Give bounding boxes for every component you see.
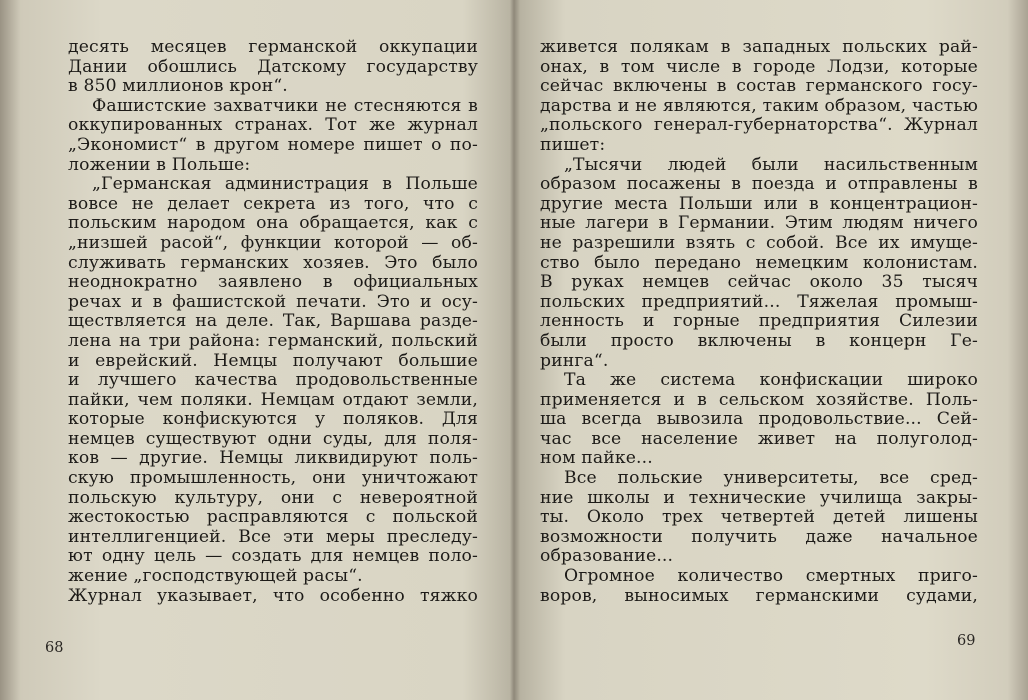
text-line: ков — другие. Немцы ликвидируют поль-	[68, 448, 478, 469]
text-line: „Германская администрация в Польше	[92, 174, 478, 195]
text-line: служивать германских хозяев. Это было	[68, 252, 478, 273]
text-line: жение „господствующей расы“.	[68, 566, 363, 587]
page-number-right: 69	[957, 633, 976, 649]
text-line: другие места Польши или в концентрацион-	[540, 193, 978, 214]
text-line: „низшей расой“, функции которой — об-	[68, 232, 478, 253]
text-line: „польского генерал-губернаторства“. Журнал	[540, 115, 978, 136]
text-line: были просто включены в концерн Ге-	[540, 330, 978, 351]
text-line: скую промышленность, они уничтожают	[68, 468, 478, 489]
text-line: ют одну цель — создать для немцев поло-	[68, 546, 478, 567]
text-line: час все население живет на полуголод-	[540, 428, 978, 449]
text-line: дарства и не являются, таким образом, частью	[540, 95, 978, 116]
text-line: образом посажены в поезда и отправлены в	[540, 174, 978, 195]
text-line: „Тысячи людей были насильственным	[564, 154, 978, 175]
text-line: вовсе не делает секрета из того, что с	[68, 193, 478, 214]
text-line: ша всегда вывозила продовольствие... Сей-	[540, 409, 978, 430]
text-line: и еврейский. Немцы получают большие	[68, 350, 478, 371]
text-line: применяется и в сельском хозяйстве. Поль-	[540, 389, 978, 410]
page-number-left: 68	[45, 640, 64, 656]
text-line: польских предприятий... Тяжелая промыш-	[540, 291, 978, 312]
text-line: ние школы и технические училища закры-	[540, 487, 978, 508]
text-line: и лучшего качества продовольственные	[68, 370, 478, 391]
text-line: ные лагери в Германии. Этим людям ничего	[540, 213, 978, 234]
text-line: не разрешили взять с собой. Все их имуще-	[540, 232, 978, 253]
text-line: речах и в фашистской печати. Это и осу-	[68, 291, 478, 312]
text-line: неоднократно заявлено в официальных	[68, 272, 478, 293]
text-line: В руках немцев сейчас около 35 тысяч	[540, 272, 978, 293]
text-line: Журнал указывает, что особенно тяжко	[68, 585, 478, 606]
text-line: воров, выносимых германскими судами,	[540, 585, 978, 606]
text-line: онах, в том числе в городе Лодзи, которые	[540, 56, 978, 77]
text-line: „Экономист“ в другом номере пишет о по-	[68, 134, 478, 155]
text-line: ты. Около трех четвертей детей лишены	[540, 507, 978, 528]
text-line: ложении в Польше:	[68, 154, 251, 175]
text-line: Фашистские захватчики не стесняются в	[92, 95, 478, 116]
right-page-text	[540, 38, 978, 606]
text-line: немцев существуют одни суды, для поля-	[68, 428, 478, 449]
text-line: в 850 миллионов крон“.	[68, 76, 288, 97]
text-line: пайки, чем поляки. Немцам отдают земли,	[68, 389, 478, 410]
text-line: десять месяцев германской оккупации	[68, 37, 478, 57]
text-line: интеллигенцией. Все эти меры преследу-	[68, 526, 478, 547]
text-line: живется полякам в западных польских рай-	[540, 37, 978, 57]
text-line: ленность и горные предприятия Силезии	[540, 311, 978, 332]
text-line: которые конфискуются у поляков. Для	[68, 409, 478, 430]
text-line: Дании обошлись Датскому государству	[68, 56, 478, 77]
text-line: польским народом она обращается, как с	[68, 213, 478, 234]
text-line: образование...	[540, 546, 674, 567]
text-line: оккупированных странах. Тот же журнал	[68, 115, 478, 136]
text-line: лена на три района: германский, польский	[68, 330, 478, 351]
text-line: польскую культуру, они с невероятной	[68, 487, 478, 508]
text-line: ном пайке...	[540, 448, 653, 469]
text-line: сейчас включены в состав германского госу-	[540, 76, 978, 97]
text-line: Та же система конфискации широко	[564, 370, 978, 391]
text-line: возможности получить даже начальное	[540, 526, 978, 547]
text-line: ществляется на деле. Так, Варшава разде-	[68, 311, 478, 332]
left-page-text	[68, 38, 478, 606]
text-line: жестокостью расправляются с польской	[68, 507, 478, 528]
text-line: Все польские университеты, все сред-	[564, 468, 978, 489]
text-line: ство было передано немецким колонистам.	[540, 252, 978, 273]
text-line: Огромное количество смертных приго-	[564, 566, 978, 587]
text-line: ринга“.	[540, 350, 609, 371]
text-line: пишет:	[540, 134, 606, 155]
